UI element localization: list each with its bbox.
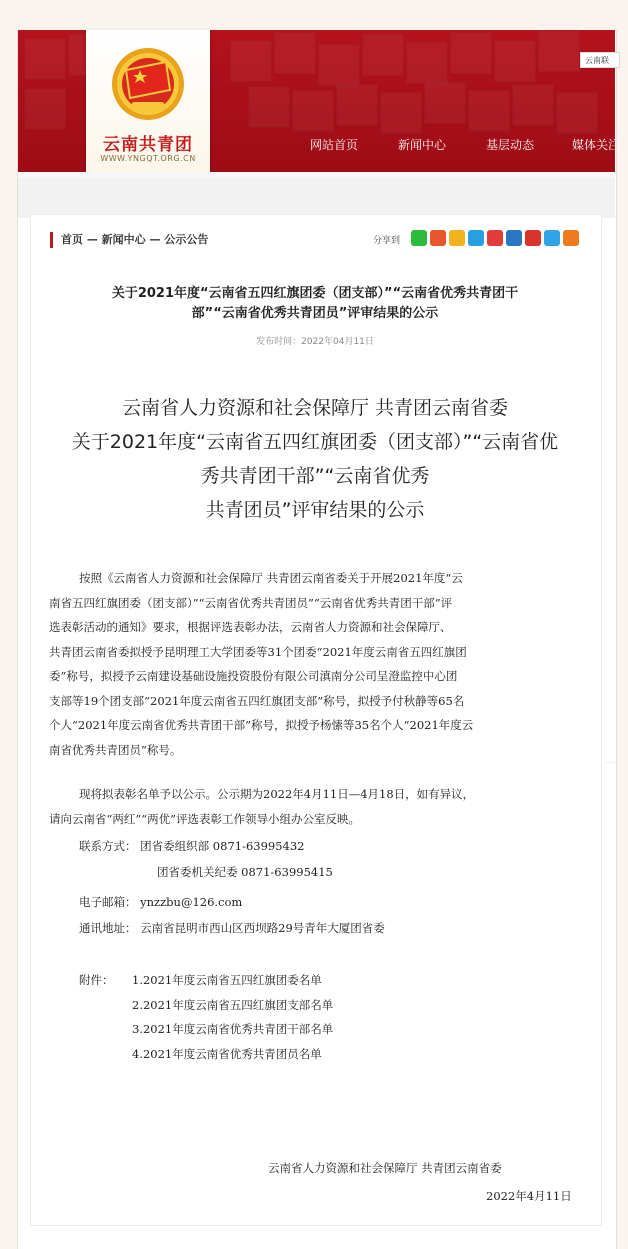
breadcrumb[interactable]: 首页 — 新闻中心 — 公示公告 — [50, 232, 208, 248]
tencent-weibo-icon[interactable] — [544, 230, 560, 246]
attachment-item[interactable]: 1.2021年度云南省五四红旗团委名单 — [132, 973, 322, 987]
attachment-item[interactable]: 3.2021年度云南省优秀共青团干部名单 — [132, 1022, 334, 1036]
nav-news[interactable]: 新闻中心 — [398, 138, 447, 152]
email-block — [79, 890, 242, 915]
doc-heading-line: 秀共青团干部”“云南省优秀 — [200, 465, 430, 487]
youth-league-emblem-icon — [106, 40, 190, 124]
doc-heading-line: 云南省人力资源和社会保障厅 共青团云南省委 — [121, 397, 509, 419]
logo-url: WWW.YNGQT.ORG.CN — [100, 154, 196, 163]
nav-home[interactable]: 网站首页 — [310, 138, 359, 152]
signature-orgs: 云南省人力资源和社会保障厅 共青团云南省委 — [268, 1161, 502, 1175]
more-icon[interactable] — [563, 230, 579, 246]
attachment-list — [132, 968, 333, 1066]
douban-icon[interactable] — [487, 230, 503, 246]
share-label: 分享到 — [373, 236, 401, 246]
para-line: 支部等19个团支部“2021年度云南省五四红旗团支部”称号，拟授予付秋静等65名 — [49, 693, 465, 708]
article-title-line: 关于2021年度“云南省五四红旗团委（团支部）”“云南省优秀共青团干 — [111, 286, 519, 301]
para-line: 委”称号，拟授予云南建设基础设施投资股份有限公司滇南分公司呈澄监控中心团 — [49, 669, 458, 683]
signature-date: 2022年4月11日 — [486, 1189, 572, 1203]
doc-heading-line: 共青团员”评审结果的公示 — [205, 499, 425, 521]
side-divider — [605, 762, 615, 763]
contact-block — [79, 834, 305, 859]
contact-label: 联系方式： — [79, 839, 137, 853]
weibo-icon[interactable] — [430, 230, 446, 246]
attachment-item[interactable]: 2.2021年度云南省五四红旗团支部名单 — [132, 997, 334, 1012]
logo-title: 云南共青团 — [103, 135, 193, 155]
paragraph-2 — [49, 782, 475, 831]
para-line: 请向云南省“两红”“两优”评选表彰工作领导小组办公室反映。 — [49, 811, 361, 826]
nav-media[interactable]: 媒体关注 — [572, 138, 621, 152]
paragraph-1 — [49, 566, 474, 762]
address-block — [79, 916, 385, 941]
email-value[interactable]: ynzzbu@126.com — [140, 895, 243, 909]
top-right-tag[interactable]: 云南联 — [580, 52, 620, 68]
address-value: 云南省昆明市西山区西坝路29号青年大厦团省委 — [140, 921, 385, 935]
attachment-label: 附件： — [79, 973, 114, 987]
site-logo[interactable] — [86, 30, 210, 190]
qzone-icon[interactable] — [449, 230, 465, 246]
address-label: 通讯地址： — [79, 921, 137, 935]
para-line: 现将拟表彰名单予以公示。公示期为2022年4月11日—4月18日，如有异议， — [79, 787, 475, 801]
contact-org: 团省委组织部 0871-63995432 — [140, 839, 305, 853]
publish-date: 发布时间：2022年04月11日 — [256, 337, 374, 347]
contact-discipline: 团省委机关纪委 0871-63995415 — [157, 865, 333, 879]
para-line: 个人“2021年度云南省优秀共青团干部”称号，拟授予杨愫等35名个人“2021年度云 — [49, 718, 474, 732]
doc-heading-line: 关于2021年度“云南省五四红旗团委（团支部）”“云南省优 — [71, 431, 559, 453]
nav-grassroots[interactable]: 基层动态 — [486, 138, 535, 152]
para-line: 按照《云南省人力资源和社会保障厅 共青团云南省委关于开展2021年度“云 — [79, 571, 463, 585]
article-title-line: 部”“云南省优秀共青团员”评审结果的公示 — [191, 306, 439, 321]
kaixin-icon[interactable] — [525, 230, 541, 246]
para-line: 选表彰活动的通知》要求，根据评选表彰办法，云南省人力资源和社会保障厅、 — [49, 620, 452, 634]
header-divider — [18, 172, 615, 218]
wechat-icon[interactable] — [411, 230, 427, 246]
renren-icon[interactable] — [506, 230, 522, 246]
attachment-item[interactable]: 4.2021年度云南省优秀共青团员名单 — [132, 1046, 322, 1061]
para-line: 南省五四红旗团委（团支部）”“云南省优秀共青团员”“云南省优秀共青团干部”评 — [49, 595, 453, 610]
qq-icon[interactable] — [468, 230, 484, 246]
email-label: 电子邮箱： — [79, 895, 137, 909]
article-title — [50, 284, 580, 324]
para-line: 共青团云南省委拟授予昆明理工大学团委等31个团委“2021年度云南省五四红旗团 — [49, 644, 467, 659]
para-line: 南省优秀共青团员”称号。 — [49, 742, 182, 757]
